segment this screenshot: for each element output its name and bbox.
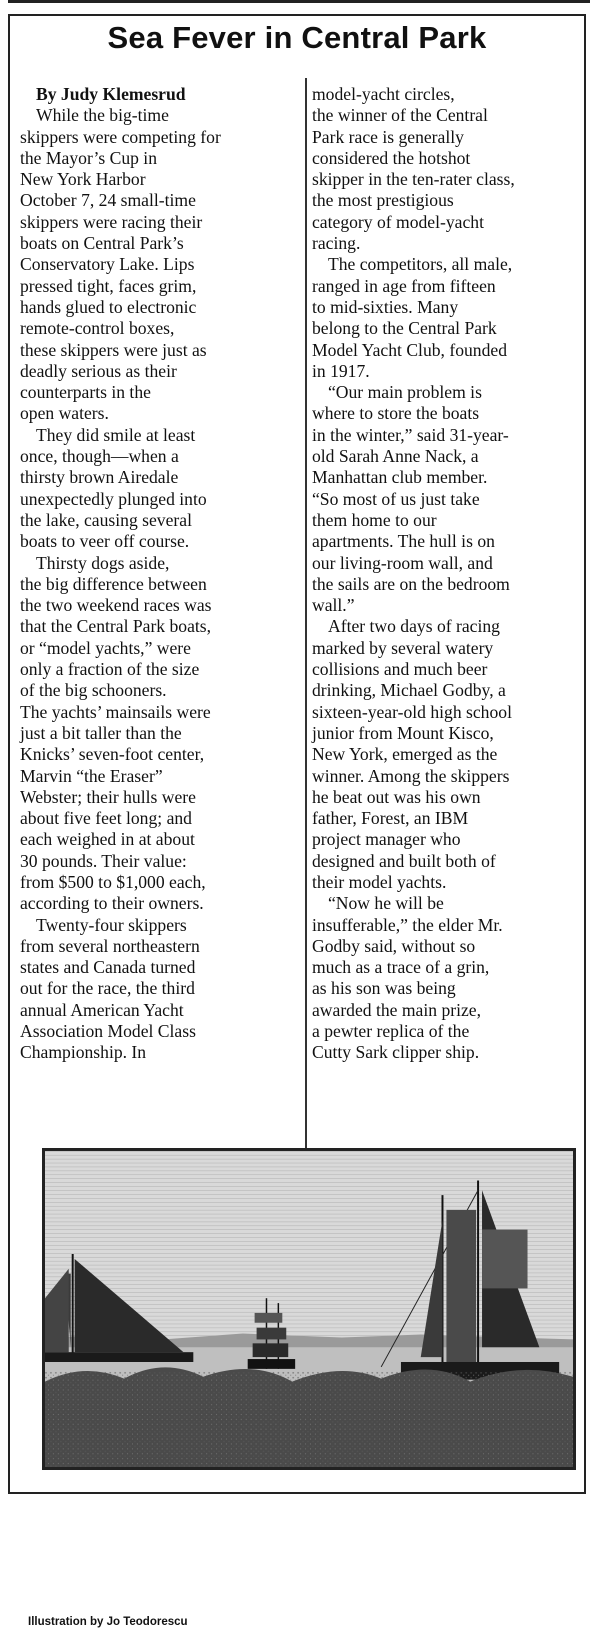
text-line: “So most of us just take — [312, 488, 480, 509]
text-line: the winner of the Central — [312, 105, 488, 126]
text-line: skipper in the ten-rater class, — [312, 169, 515, 190]
text-line: the sails are on the bedroom — [312, 573, 510, 594]
text-line: that the Central Park boats, — [20, 616, 212, 637]
text-line: designed and built both of — [312, 850, 496, 871]
ships-engraving — [45, 1151, 573, 1467]
text-line: Conservatory Lake. Lips — [20, 254, 195, 275]
headline: Sea Fever in Central Park — [107, 20, 487, 55]
text-line: their model yachts. — [312, 871, 447, 892]
text-line: They did smile at least — [36, 424, 196, 445]
text-line: hands glued to electronic — [20, 296, 197, 317]
text-line: ranged in age from fifteen — [312, 275, 496, 296]
text-line: where to store the boats — [312, 403, 480, 424]
right-column — [312, 84, 590, 1064]
text-line: winner. Among the skippers — [312, 765, 510, 786]
text-line: he beat out was his own — [312, 786, 481, 807]
text-line: unexpectedly plunged into — [20, 488, 207, 509]
paragraph — [20, 105, 302, 424]
text-line: 30 pounds. Their value: — [20, 850, 187, 871]
text-line: as his son was being — [312, 978, 456, 999]
text-line: of the big schooners. — [20, 680, 167, 701]
text-line: about five feet long; and — [20, 808, 192, 829]
text-line: the two weekend races was — [20, 595, 212, 616]
left-column — [20, 84, 302, 1064]
text-line: project manager who — [312, 829, 461, 850]
text-line: open waters. — [20, 403, 109, 424]
right-column-body — [312, 84, 590, 1064]
text-line: in the winter,” said 31-year- — [312, 424, 509, 445]
text-line: just a bit taller than the — [20, 722, 182, 743]
text-line: the big difference between — [20, 573, 207, 594]
text-line: them home to our — [312, 509, 437, 530]
text-line: father, Forest, an IBM — [312, 808, 469, 829]
text-line: deadly serious as their — [20, 360, 177, 381]
text-line: New York Harbor — [20, 169, 146, 190]
text-line: Twenty-four skippers — [36, 914, 187, 935]
text-line: the most prestigious — [312, 190, 454, 211]
illustration-credit: Illustration by Jo Teodorescu — [28, 1616, 188, 1628]
byline: By Judy Klemesrud — [36, 84, 186, 104]
text-line: these skippers were just as — [20, 339, 207, 360]
text-line: considered the hotshot — [312, 147, 471, 168]
text-line: each weighed in at about — [20, 829, 195, 850]
text-line: awarded the main prize, — [312, 999, 482, 1020]
text-line: Cutty Sark clipper ship. — [312, 1042, 480, 1063]
text-line: Knicks’ seven-foot center, — [20, 744, 205, 765]
text-line: “Now he will be — [328, 893, 444, 914]
text-line: a pewter replica of the — [312, 1021, 470, 1042]
text-line: Association Model Class — [20, 1021, 196, 1042]
paragraph — [312, 616, 590, 893]
text-line: “Our main problem is — [328, 382, 482, 403]
text-line: out for the race, the third — [20, 978, 195, 999]
ships-illustration — [42, 1148, 576, 1470]
text-line: Marvin “the Eraser” — [20, 765, 163, 786]
text-line: drinking, Michael Godby, a — [312, 680, 506, 701]
text-line: junior from Mount Kisco, — [312, 722, 494, 743]
text-line: skippers were competing for — [20, 126, 221, 147]
text-line: While the big-time — [36, 105, 169, 126]
text-line: in 1917. — [312, 360, 370, 381]
text-line: boats to veer off course. — [20, 531, 190, 552]
text-line: After two days of racing — [328, 616, 500, 637]
text-line: from several northeastern — [20, 935, 200, 956]
text-line: skippers were racing their — [20, 211, 203, 232]
text-line: the Mayor’s Cup in — [20, 147, 157, 168]
paragraph — [20, 915, 302, 1064]
text-line: collisions and much beer — [312, 659, 488, 680]
text-line: The yachts’ mainsails were — [20, 701, 211, 722]
text-line: Webster; their hulls were — [20, 786, 196, 807]
text-line: old Sarah Anne Nack, a — [312, 446, 479, 467]
text-line: from $500 to $1,000 each, — [20, 871, 206, 892]
text-line: counterparts in the — [20, 382, 151, 403]
paragraph — [20, 553, 302, 915]
text-line: category of model-yacht — [312, 211, 484, 232]
paragraph — [312, 84, 590, 254]
text-line: sixteen-year-old high school — [312, 701, 512, 722]
text-line: Championship. In — [20, 1042, 147, 1063]
text-line: Thirsty dogs aside, — [36, 552, 170, 573]
text-line: or “model yachts,” were — [20, 637, 191, 658]
paragraph — [312, 254, 590, 382]
text-line: New York, emerged as the — [312, 744, 498, 765]
paragraph — [312, 893, 590, 1063]
text-line: belong to the Central Park — [312, 318, 497, 339]
text-line: Godby said, without so — [312, 935, 476, 956]
text-line: to mid-sixties. Many — [312, 296, 459, 317]
text-line: once, though—when a — [20, 446, 179, 467]
top-rule — [8, 0, 590, 3]
text-line: October 7, 24 small-time — [20, 190, 196, 211]
text-line: thirsty brown Airedale — [20, 467, 179, 488]
text-line: marked by several watery — [312, 637, 494, 658]
paragraph — [20, 425, 302, 553]
text-line: according to their owners. — [20, 893, 204, 914]
text-line: Park race is generally — [312, 126, 464, 147]
text-line: states and Canada turned — [20, 957, 196, 978]
text-line: remote-control boxes, — [20, 318, 175, 339]
text-line: The competitors, all male, — [328, 254, 513, 275]
text-line: wall.” — [312, 595, 355, 616]
text-line: model-yacht circles, — [312, 84, 455, 104]
text-line: insufferable,” the elder Mr. — [312, 914, 503, 935]
text-line: Manhattan club member. — [312, 467, 488, 488]
text-line: the lake, causing several — [20, 509, 192, 530]
text-line: apartments. The hull is on — [312, 531, 495, 552]
text-line: Model Yacht Club, founded — [312, 339, 507, 360]
column-divider — [305, 78, 307, 1153]
text-line: only a fraction of the size — [20, 659, 200, 680]
paragraph — [312, 382, 590, 616]
text-line: our living-room wall, and — [312, 552, 493, 573]
text-line: much as a trace of a grin, — [312, 957, 490, 978]
text-line: racing. — [312, 233, 361, 254]
text-line: annual American Yacht — [20, 999, 184, 1020]
text-line: pressed tight, faces grim, — [20, 275, 197, 296]
text-line: boats on Central Park’s — [20, 233, 184, 254]
left-column-body — [20, 105, 302, 1063]
